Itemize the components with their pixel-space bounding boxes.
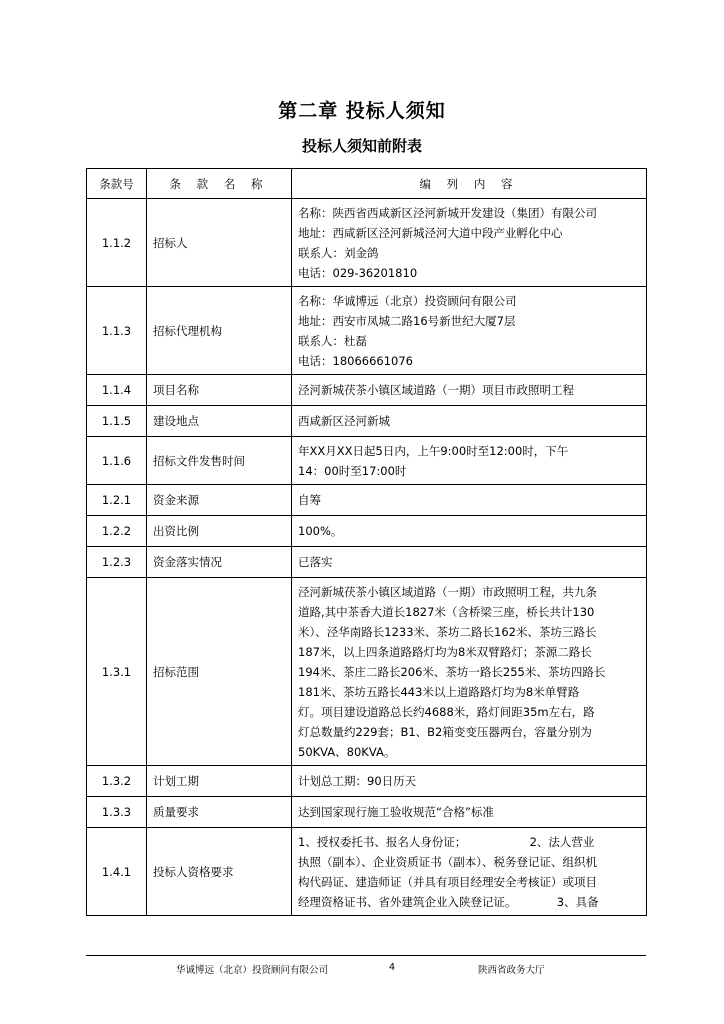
clause-name: 质量要求 xyxy=(147,797,292,828)
content-line: 灯总数量约229套；B1、B2箱变变压器两台，容量分别为 xyxy=(298,724,592,739)
table-row xyxy=(87,287,647,375)
table-row xyxy=(87,828,647,916)
content-line: 自筹 xyxy=(298,493,321,507)
clause-number: 1.2.2 xyxy=(87,516,147,547)
table-title: 投标人须知前附表 xyxy=(301,137,422,155)
clause-name: 招标人 xyxy=(147,199,292,287)
clause-number: 1.1.5 xyxy=(87,406,147,437)
content-line: 电话：029-36201810 xyxy=(298,265,418,280)
clause-number: 1.1.3 xyxy=(87,287,147,375)
table-row xyxy=(87,406,647,437)
content-line: 联系人：刘金鸽 xyxy=(298,245,379,260)
content-line: 构代码证、建造师证（并具有项目经理安全考核证）或项目 xyxy=(298,874,597,889)
clause-content xyxy=(292,199,647,287)
content-line: 米）、泾华南路长1233米、茶坊二路长162米、茶坊三路长 xyxy=(298,624,597,639)
clause-name: 建设地点 xyxy=(147,406,292,437)
clause-content xyxy=(292,828,647,916)
clause-content xyxy=(292,287,647,375)
clause-number: 1.1.2 xyxy=(87,199,147,287)
clause-content xyxy=(292,578,647,766)
content-line: 地址：西咸新区泾河新城泾河大道中段产业孵化中心 xyxy=(298,225,563,240)
content-line: 达到国家现行施工验收规范“合格”标准 xyxy=(298,805,494,819)
clause-content xyxy=(292,406,647,437)
table-row xyxy=(87,516,647,547)
table-row xyxy=(87,578,647,766)
content-line: 100%。 xyxy=(298,524,343,538)
content-line: 名称：陕西省西咸新区泾河新城开发建设（集团）有限公司 xyxy=(298,205,597,220)
clause-name: 出资比例 xyxy=(147,516,292,547)
clause-number: 1.3.2 xyxy=(87,766,147,797)
footer-company: 华诚博远（北京）投资顾问有限公司 xyxy=(176,965,329,976)
clause-number: 1.1.4 xyxy=(87,375,147,406)
table-row xyxy=(87,485,647,516)
clause-number: 1.4.1 xyxy=(87,828,147,916)
clause-content xyxy=(292,797,647,828)
chapter-title: 第二章 投标人须知 xyxy=(278,100,446,122)
content-line: 西咸新区泾河新城 xyxy=(298,414,390,428)
content-line: 灯。项目建设道路总长约4688米，路灯间距35m左右，路 xyxy=(298,704,595,719)
content-line: 泾河新城茯茶小镇区域道路（一期）项目市政照明工程 xyxy=(298,383,574,397)
clause-name: 计划工期 xyxy=(147,766,292,797)
content-line: 1、授权委托书、报名人身份证； 2、法人营业 xyxy=(298,834,595,849)
clause-name: 投标人资格要求 xyxy=(147,828,292,916)
table-row xyxy=(87,375,647,406)
content-line: 50KVA、80KVA。 xyxy=(298,744,396,759)
header-content: 编 列 内 容 xyxy=(292,169,647,199)
clause-content xyxy=(292,437,647,485)
content-line: 执照（副本）、企业资质证书（副本）、税务登记证、组织机 xyxy=(298,854,597,869)
clause-number: 1.3.1 xyxy=(87,578,147,766)
clause-name: 招标代理机构 xyxy=(147,287,292,375)
clause-name: 资金来源 xyxy=(147,485,292,516)
bid-notice-table xyxy=(86,168,647,916)
clause-name: 招标文件发售时间 xyxy=(147,437,292,485)
content-line: 名称：华诚博远（北京）投资顾问有限公司 xyxy=(298,293,517,308)
table-row xyxy=(87,547,647,578)
clause-number: 1.1.6 xyxy=(87,437,147,485)
table-row xyxy=(87,437,647,485)
clause-content xyxy=(292,485,647,516)
clause-number: 1.2.3 xyxy=(87,547,147,578)
content-line: 14：00时至17:00时 xyxy=(298,463,407,478)
content-line: 泾河新城茯茶小镇区域道路（一期）市政照明工程，共九条 xyxy=(298,584,597,599)
content-line: 年XX月XX日起5日内，上午9:00时至12:00时，下午 xyxy=(298,443,569,458)
content-line: 194米、茶庄二路长206米、茶坊一路长255米、茶坊四路长 xyxy=(298,664,606,679)
content-line: 已落实 xyxy=(298,555,333,569)
content-line: 电话：18066661076 xyxy=(298,353,413,368)
header-clause-no: 条款号 xyxy=(87,169,147,199)
content-line: 计划总工期：90日历天 xyxy=(298,774,417,788)
content-line: 道路,其中茶香大道长1827米（含桥梁三座，桥长共计130 xyxy=(298,604,595,619)
content-line: 187米，以上四条道路路灯均为8米双臂路灯；茶源二路长 xyxy=(298,644,592,659)
footer-location: 陕西省政务大厅 xyxy=(478,965,545,976)
clause-content xyxy=(292,516,647,547)
content-line: 经理资格证书、省外建筑企业入陕登记证。 3、具备 xyxy=(298,894,599,909)
clause-number: 1.3.3 xyxy=(87,797,147,828)
clause-content xyxy=(292,547,647,578)
footer-divider xyxy=(86,955,646,956)
table-row xyxy=(87,766,647,797)
content-line: 联系人：杜磊 xyxy=(298,333,367,348)
table-row xyxy=(87,797,647,828)
clause-content xyxy=(292,766,647,797)
header-clause-name: 条 款 名 称 xyxy=(147,169,292,199)
clause-name: 资金落实情况 xyxy=(147,547,292,578)
clause-name: 项目名称 xyxy=(147,375,292,406)
table-row xyxy=(87,199,647,287)
clause-name: 招标范围 xyxy=(147,578,292,766)
clause-number: 1.2.1 xyxy=(87,485,147,516)
content-line: 181米、茶坊五路长443米以上道路路灯均为8米单臂路 xyxy=(298,684,580,699)
content-line: 地址：西安市凤城二路16号新世纪大厦7层 xyxy=(298,313,516,328)
clause-content xyxy=(292,375,647,406)
footer-page-number: 4 xyxy=(389,962,396,973)
